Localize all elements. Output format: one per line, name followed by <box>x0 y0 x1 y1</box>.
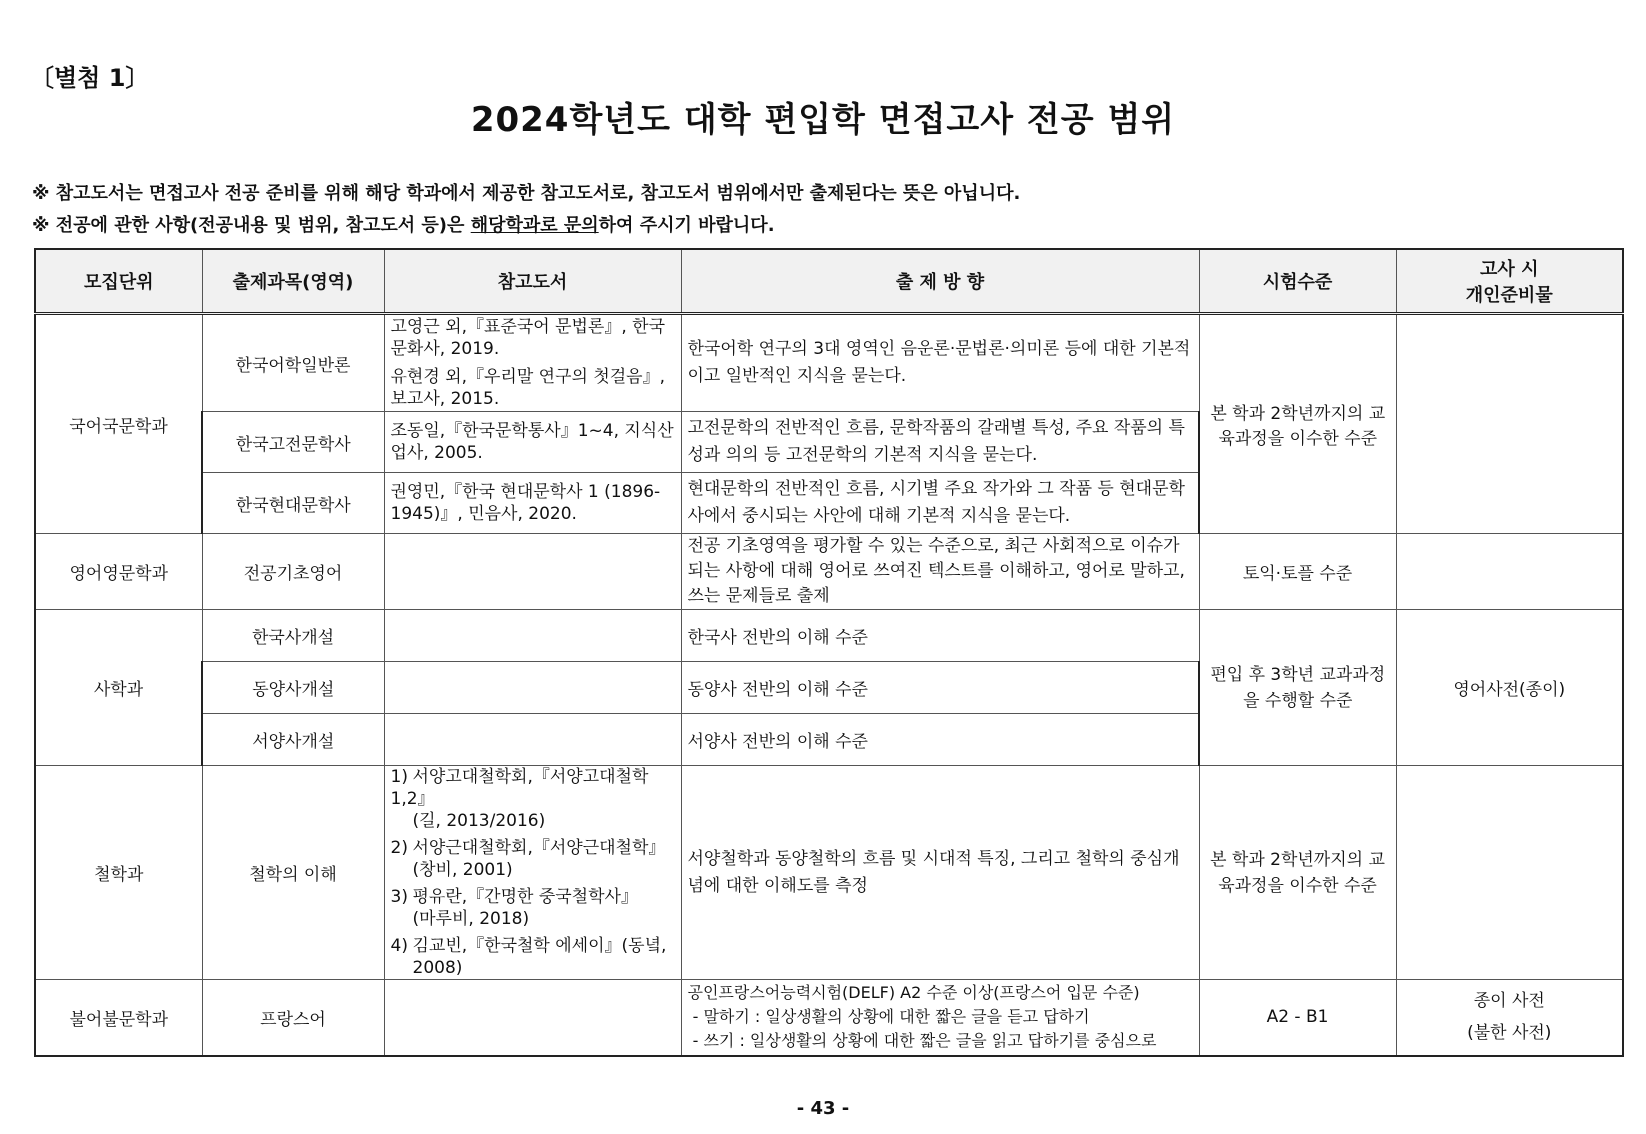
book-number: 3) <box>390 887 408 907</box>
book-number: 2) <box>390 838 408 858</box>
personal-items-cell <box>1396 534 1623 610</box>
book-number: 4) <box>390 936 408 956</box>
unit-cell: 불어불문학과 <box>35 980 202 1056</box>
level-cell: 본 학과 2학년까지의 교육과정을 이수한 수준 <box>1199 314 1396 534</box>
book-entry <box>391 766 675 832</box>
table-row <box>35 766 1623 980</box>
level-cell: 토익·토플 수준 <box>1199 534 1396 610</box>
direction-cell: 전공 기초영역을 평가할 수 있는 수준으로, 최근 사회적으로 이슈가 되는 사항에 대해 영어로 쓰여진 텍스트를 이해하고, 영어로 말하고, 쓰는 문제들로 출제 <box>681 534 1199 610</box>
table-header-row <box>35 249 1623 314</box>
table-row <box>35 314 1623 412</box>
book-title: 김교빈,『한국철학 에세이』(동녘, <box>412 936 667 956</box>
book-title: 평유란,『간명한 중국철학사』 <box>412 887 638 907</box>
unit-cell: 철학과 <box>35 766 202 980</box>
subject-cell: 한국고전문학사 <box>202 412 384 473</box>
subject-cell: 프랑스어 <box>202 980 384 1056</box>
personal-items-cell <box>1396 766 1623 980</box>
header-direction: 출 제 방 향 <box>681 249 1199 314</box>
unit-cell: 사학과 <box>35 610 202 766</box>
direction-cell: 한국어학 연구의 3대 영역인 음운론·문법론·의미론 등에 대한 기본적이고 일반적인 지식을 묻는다. <box>681 314 1199 412</box>
personal-item-line: (불한 사전) <box>1467 1023 1552 1044</box>
book-publisher: (창비, 2001) <box>412 860 513 880</box>
books-cell: 권영민,『한국 현대문학사 1 (1896-1945)』, 민음사, 2020. <box>384 473 681 534</box>
level-cell: 편입 후 3학년 교과과정을 수행할 수준 <box>1199 610 1396 766</box>
direction-cell: 동양사 전반의 이해 수준 <box>681 662 1199 714</box>
notice-block <box>32 178 1020 242</box>
books-cell <box>384 980 681 1056</box>
books-cell <box>384 534 681 610</box>
personal-items-cell <box>1396 314 1623 534</box>
unit-cell: 영어영문학과 <box>35 534 202 610</box>
books-cell <box>384 766 681 980</box>
header-books: 참고도서 <box>384 249 681 314</box>
table-row <box>35 534 1623 610</box>
subject-cell: 서양사개설 <box>202 714 384 766</box>
direction-cell: 현대문학의 전반적인 흐름, 시기별 주요 작가와 그 작품 등 현대문학사에서 중시되는 사안에 대해 기본적 지식을 묻는다. <box>681 473 1199 534</box>
books-cell <box>384 714 681 766</box>
book-entry <box>391 886 675 930</box>
book-entry: 유현경 외,『우리말 연구의 첫걸음』, 보고사, 2015. <box>390 367 666 409</box>
page-number: - 43 - <box>796 1098 850 1119</box>
book-publisher: 2008) <box>412 958 463 978</box>
direction-line: - 쓰기 : 일상생활의 상황에 대한 짧은 글을 읽고 답하기를 중심으로 <box>687 1031 1157 1051</box>
book-title: 서양고대철학회,『서양고대철학1,2』 <box>390 767 649 809</box>
direction-line: 공인프랑스어능력시험(DELF) A2 수준 이상(프랑스어 입문 수준) <box>687 983 1140 1003</box>
level-cell: 본 학과 2학년까지의 교육과정을 이수한 수준 <box>1199 766 1396 980</box>
books-cell <box>384 314 681 412</box>
level-cell: A2 - B1 <box>1199 980 1396 1056</box>
direction-cell: 고전문학의 전반적인 흐름, 문학작품의 갈래별 특성, 주요 작품의 특성과 의의 등 고전문학의 기본적 지식을 묻는다. <box>681 412 1199 473</box>
subject-cell: 철학의 이해 <box>202 766 384 980</box>
books-cell <box>384 610 681 662</box>
direction-cell: 한국사 전반의 이해 수준 <box>681 610 1199 662</box>
book-title: 서양근대철학회,『서양근대철학』 <box>412 838 666 858</box>
notice-inquiry-text: ※ 전공에 관한 사항(전공내용 및 범위, 참고도서 등)은 <box>32 215 471 236</box>
notice-inquiry <box>32 210 1020 242</box>
direction-cell: 서양사 전반의 이해 수준 <box>681 714 1199 766</box>
notice-inquiry-end: 하여 주시기 바랍니다. <box>598 215 775 236</box>
direction-cell: 서양철학과 동양철학의 흐름 및 시대적 특징, 그리고 철학의 중심개념에 대한 이해도를 측정 <box>681 766 1199 980</box>
notice-inquiry-emphasis: 해당학과로 문의 <box>470 215 599 236</box>
books-cell <box>384 662 681 714</box>
header-personal-items-line1: 고사 시 <box>1480 259 1539 280</box>
personal-items-cell <box>1396 980 1623 1056</box>
header-personal-items <box>1396 249 1623 314</box>
subject-cell: 한국어학일반론 <box>202 314 384 412</box>
header-level: 시험수준 <box>1199 249 1396 314</box>
direction-line: - 말하기 : 일상생활의 상황에 대한 짧은 글을 듣고 답하기 <box>687 1007 1090 1027</box>
book-publisher: (마루비, 2018) <box>412 909 530 929</box>
interview-scope-table <box>34 248 1624 1057</box>
book-entry: 고영근 외,『표준국어 문법론』, 한국문화사, 2019. <box>390 317 666 359</box>
subject-cell: 동양사개설 <box>202 662 384 714</box>
unit-cell: 국어국문학과 <box>35 314 202 534</box>
header-personal-items-line2: 개인준비물 <box>1465 285 1553 306</box>
subject-cell: 한국사개설 <box>202 610 384 662</box>
attachment-label: 〔별첨 1〕 <box>30 64 150 92</box>
personal-items-cell: 영어사전(종이) <box>1396 610 1623 766</box>
subject-cell: 전공기초영어 <box>202 534 384 610</box>
table-row <box>35 980 1623 1056</box>
header-subject: 출제과목(영역) <box>202 249 384 314</box>
direction-cell <box>681 980 1199 1056</box>
book-entry <box>391 837 675 881</box>
header-unit: 모집단위 <box>35 249 202 314</box>
books-cell: 조동일,『한국문학통사』1~4, 지식산업사, 2005. <box>384 412 681 473</box>
book-entry <box>391 935 675 979</box>
book-number: 1) <box>390 767 408 787</box>
page-title: 2024학년도 대학 편입학 면접고사 전공 범위 <box>470 100 1176 140</box>
notice-reference-books: ※ 참고도서는 면접고사 전공 준비를 위해 해당 학과에서 제공한 참고도서로, 참고도서 범위에서만 출제된다는 뜻은 아닙니다. <box>32 183 1021 204</box>
personal-item-line: 종이 사전 <box>1473 991 1545 1012</box>
subject-cell: 한국현대문학사 <box>202 473 384 534</box>
book-publisher: (길, 2013/2016) <box>412 811 546 831</box>
table-row <box>35 610 1623 662</box>
